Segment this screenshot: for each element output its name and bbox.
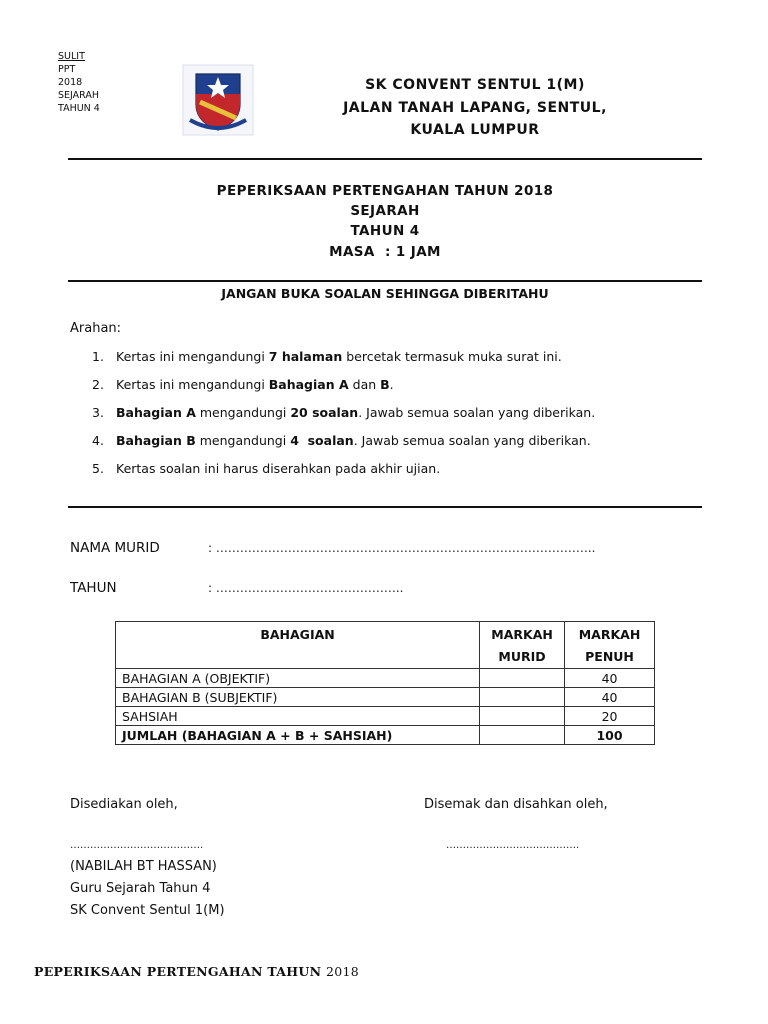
instruction-text: Bahagian A (268, 377, 349, 392)
row-student-marks[interactable] (480, 669, 565, 688)
instruction-text: Bahagian B (116, 433, 196, 448)
student-year-label: TAHUN (70, 580, 117, 596)
warning-notice: JANGAN BUKA SOALAN SEHINGGA DIBERITAHU (221, 286, 549, 301)
exam-duration: MASA : 1 JAM (329, 244, 441, 260)
divider (68, 506, 702, 508)
footer-text: PEPERIKSAAN PERTENGAHAN TAHUN (34, 964, 326, 979)
instruction-text: mengandungi (195, 405, 291, 420)
instruction-text: mengandungi (195, 433, 291, 448)
row-section: BAHAGIAN B (SUBJEKTIF) (116, 688, 480, 707)
exam-title: PEPERIKSAAN PERTENGAHAN TAHUN 2018 (216, 183, 554, 199)
table-row (116, 707, 655, 726)
row-full-marks: 20 (565, 707, 655, 726)
total-section: JUMLAH (BAHAGIAN A + B + SAHSIAH) (116, 726, 480, 745)
instruction-text: 20 soalan (290, 405, 359, 420)
header-student-marks-line2: MURID (498, 649, 546, 664)
divider (68, 158, 702, 160)
prepared-signature-line: …………………………………. (70, 840, 204, 851)
table-row (116, 688, 655, 707)
total-full-marks: 100 (565, 726, 655, 745)
footer-year: 2018 (325, 964, 359, 979)
instruction-number: 5. (92, 461, 104, 476)
instructions-label: Arahan: (70, 321, 122, 336)
divider (68, 280, 702, 282)
instruction-item (92, 405, 595, 420)
instruction-text: Kertas ini mengandungi (116, 349, 269, 364)
instruction-text: dan (348, 377, 381, 392)
header-student-marks-line1: MARKAH (491, 627, 553, 642)
page-footer (34, 964, 359, 979)
row-full-marks: 40 (565, 688, 655, 707)
instruction-item (92, 377, 394, 392)
instruction-number: 1. (92, 349, 104, 364)
teacher-name: (NABILAH BT HASSAN) (70, 859, 217, 874)
table-header-row (116, 622, 655, 669)
table-total-row (116, 726, 655, 745)
checked-by-label: Disemak dan disahkan oleh, (424, 797, 608, 812)
student-year-field[interactable]: : ……………………………………….. (208, 581, 404, 595)
corner-line-ppt: PPT (58, 64, 76, 75)
header-section: BAHAGIAN (116, 622, 480, 669)
instruction-text: Kertas ini mengandungi (116, 377, 269, 392)
student-name-field[interactable]: : ………………………………………………………………………………….. (208, 541, 596, 555)
instruction-item (92, 461, 440, 476)
corner-label (58, 50, 100, 115)
instruction-text: 7 halaman (268, 349, 343, 364)
instruction-text: . (389, 377, 394, 392)
school-address-line2: KUALA LUMPUR (410, 122, 540, 138)
header-full-marks-line2: PENUH (585, 649, 634, 664)
row-student-marks[interactable] (480, 707, 565, 726)
instruction-text: 4 soalan (290, 433, 354, 448)
instruction-text: B (380, 377, 390, 392)
instruction-number: 2. (92, 377, 104, 392)
row-section: SAHSIAH (116, 707, 480, 726)
instruction-text: . Jawab semua soalan yang diberikan. (358, 405, 596, 420)
instruction-text: Bahagian A (116, 405, 196, 420)
school-name: SK CONVENT SENTUL 1(M) (365, 77, 585, 93)
checked-signature-line: …………………………………. (446, 840, 580, 851)
header-full-marks-line1: MARKAH (578, 627, 641, 642)
instruction-item (92, 349, 562, 364)
corner-line-sulit: SULIT (58, 51, 85, 62)
header-student-marks (480, 622, 565, 669)
corner-line-subject: SEJARAH (58, 90, 100, 101)
student-name-label: NAMA MURID (70, 540, 160, 556)
row-full-marks: 40 (565, 669, 655, 688)
instruction-text: . Jawab semua soalan yang diberikan. (353, 433, 591, 448)
school-crest-icon (182, 64, 254, 136)
instruction-number: 4. (92, 433, 104, 448)
row-section: BAHAGIAN A (OBJEKTIF) (116, 669, 480, 688)
instruction-text: bercetak termasuk muka surat ini. (342, 349, 562, 364)
teacher-role: Guru Sejarah Tahun 4 (70, 881, 211, 896)
school-address-line1: JALAN TANAH LAPANG, SENTUL, (343, 100, 607, 116)
corner-line-year: 2018 (58, 77, 83, 88)
exam-grade: TAHUN 4 (350, 223, 420, 239)
total-student-marks[interactable] (480, 726, 565, 745)
instruction-text: Kertas soalan ini harus diserahkan pada akhir ujian. (116, 461, 441, 476)
row-student-marks[interactable] (480, 688, 565, 707)
teacher-school: SK Convent Sentul 1(M) (70, 903, 225, 918)
prepared-by-label: Disediakan oleh, (70, 797, 178, 812)
marks-table (115, 621, 655, 745)
instruction-number: 3. (92, 405, 104, 420)
exam-subject: SEJARAH (350, 203, 420, 219)
instruction-item (92, 433, 591, 448)
table-row (116, 669, 655, 688)
corner-line-grade: TAHUN 4 (58, 103, 100, 114)
header-full-marks (565, 622, 655, 669)
